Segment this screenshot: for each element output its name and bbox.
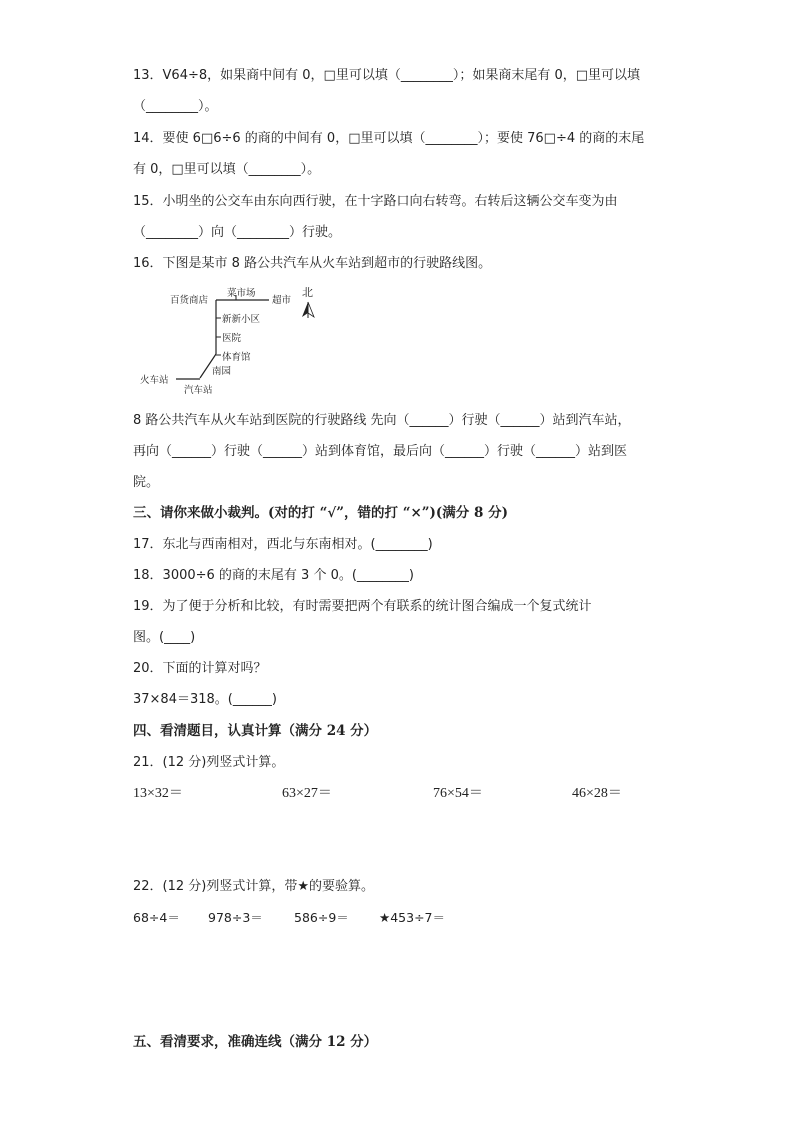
q20-line1: 20．下面的计算对吗？ xyxy=(133,661,267,676)
q16-answer-line2: 再向（______）行驶（______）站到体育馆，最后向（______）行驶（______）站到医 xyxy=(133,444,628,459)
section-5-heading: 五、看清要求，准确连线（满分 12 分） xyxy=(133,1034,378,1050)
q16-line1: 16．下图是某市 8 路公共汽车从火车站到超市的行驶路线图。 xyxy=(133,256,492,271)
q22-item-3: 586÷9＝ xyxy=(294,910,349,925)
q14-line2: 有 0，□里可以填（________）。 xyxy=(133,162,321,177)
q14-line1: 14．要使 6□6÷6 的商的中间有 0，□里可以填（________）；要使 76□÷4 的商的末尾 xyxy=(133,131,645,146)
north-arrow-icon xyxy=(302,302,314,318)
q20-line2: 37×84＝318。(______) xyxy=(133,692,277,707)
map-label-tiyuguan: 体育馆 xyxy=(222,352,251,363)
q13-line2: （________）。 xyxy=(133,99,218,114)
map-label-baihuo: 百货商店 xyxy=(170,295,209,306)
q15-line1: 15．小明坐的公交车由东向西行驶，在十字路口向右转弯。右转后这辆公交车变为由 xyxy=(133,194,618,209)
q22-item-4: ★453÷7＝ xyxy=(379,910,445,925)
q15-line2: （________）向（________）行驶。 xyxy=(133,225,342,240)
q21-title: 21．(12 分)列竖式计算。 xyxy=(133,755,285,770)
q21-item-2: 63×27＝ xyxy=(282,786,332,801)
map-label-nanyuan: 南园 xyxy=(212,366,232,377)
q17: 17．东北与西南相对，西北与东南相对。(________) xyxy=(133,537,433,552)
q21-item-4: 46×28＝ xyxy=(572,786,622,801)
map-label-huochezhan: 火车站 xyxy=(140,375,169,386)
q21-item-1: 13×32＝ xyxy=(133,786,183,801)
map-label-qichezhan: 汽车站 xyxy=(184,385,213,396)
map-label-chaoshi: 超市 xyxy=(272,295,292,306)
q19-line1: 19．为了便于分析和比较，有时需要把两个有联系的统计图合编成一个复式统计 xyxy=(133,599,592,614)
q13-line1: 13．V64÷8，如果商中间有 0，□里可以填（________）；如果商末尾有 0，□里可以填 xyxy=(133,68,641,83)
q18: 18．3000÷6 的商的末尾有 3 个 0。(________) xyxy=(133,568,415,583)
q19-line2: 图。(____) xyxy=(133,630,196,645)
section-3-heading: 三、请你来做小裁判。(对的打 “√”，错的打 “×”)(满分 8 分) xyxy=(133,505,508,521)
map-label-xinxin: 新新小区 xyxy=(222,314,261,325)
map-label-yiyuan: 医院 xyxy=(222,333,242,344)
map-north-label: 北 xyxy=(302,286,313,299)
q21-item-3: 76×54＝ xyxy=(433,786,483,801)
q22-item-2: 978÷3＝ xyxy=(208,910,263,925)
q16-answer-line1: 8 路公共汽车从火车站到医院的行驶路线 先向（______）行驶（______）站到汽车站， xyxy=(133,413,631,428)
q16-answer-line3: 院。 xyxy=(133,475,160,490)
bus-route-map xyxy=(136,282,336,402)
q22-title: 22．(12 分)列竖式计算，带★的要验算。 xyxy=(133,879,375,894)
map-label-caishichang: 菜市场 xyxy=(227,288,256,299)
section-4-heading: 四、看清题目，认真计算（满分 24 分） xyxy=(133,723,378,739)
q22-item-1: 68÷4＝ xyxy=(133,910,180,925)
